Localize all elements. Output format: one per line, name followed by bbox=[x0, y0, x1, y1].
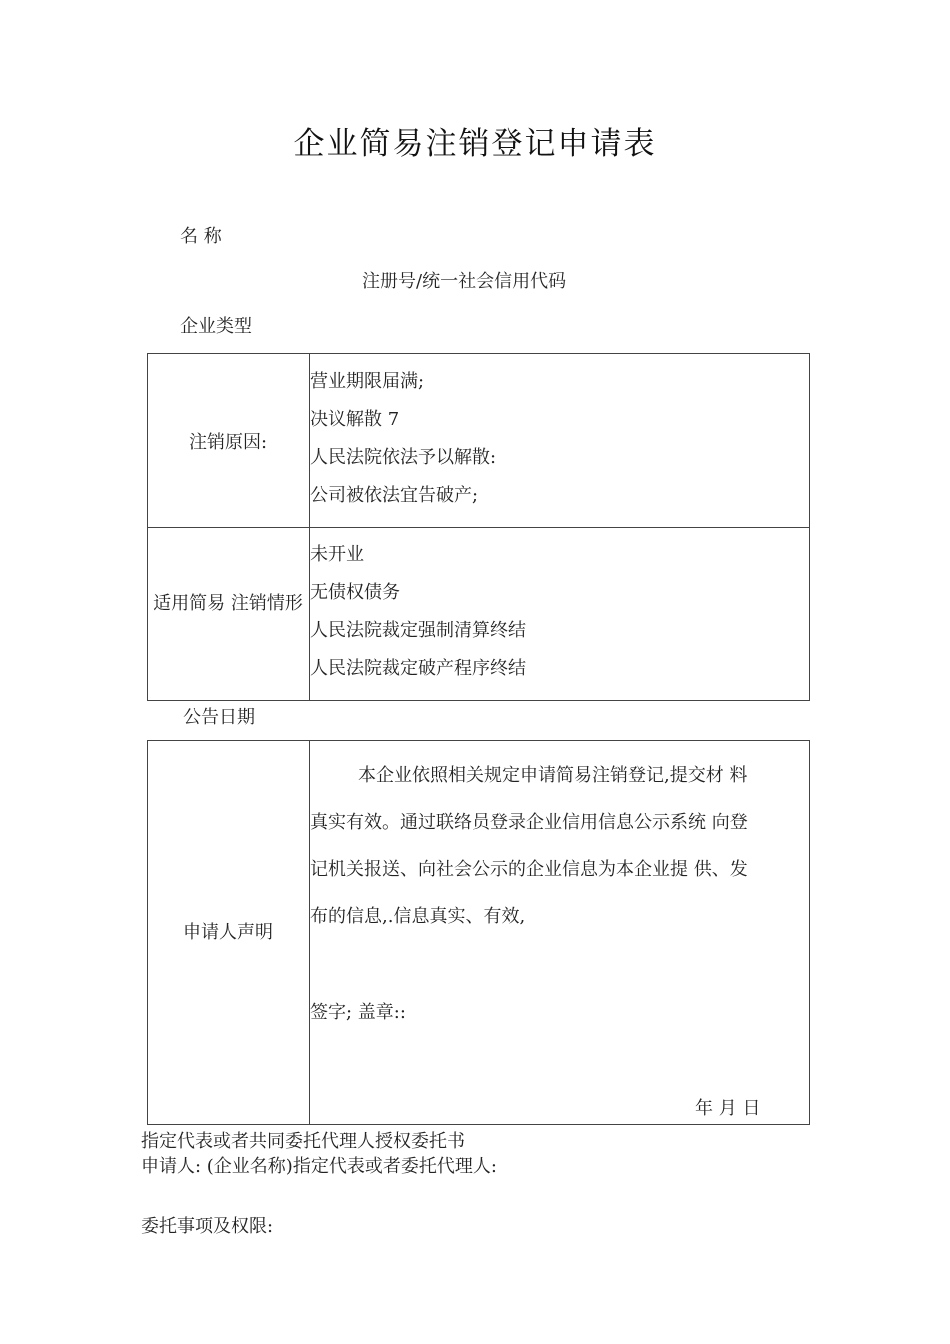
row-divider bbox=[147, 527, 810, 528]
applicant-declaration-label: 申请人声明 bbox=[183, 922, 273, 943]
situation-item: 无债权债务 bbox=[310, 582, 400, 603]
cancellation-reason-label: 注销原因: bbox=[188, 432, 268, 453]
name-label: 名 称 bbox=[180, 226, 222, 247]
signature-seal-label: 签字; 盖章:: bbox=[310, 1002, 406, 1023]
applicant-line: 申请人: (企业名称)指定代表或者委托代理人: bbox=[141, 1156, 497, 1177]
situation-item: 人民法院裁定破产程序终结 bbox=[310, 658, 526, 679]
reason-item: 决议解散 7 bbox=[310, 409, 400, 430]
document-title: 企业简易注销登记申请表 bbox=[293, 126, 657, 162]
declaration-text-line: 记机关报送、向社会公示的企业信息为本企业提 供、发 bbox=[310, 859, 748, 880]
simple-cancellation-situation-label: 适用简易 注销情形 bbox=[153, 593, 303, 614]
reason-item: 公司被依法宜告破产; bbox=[310, 485, 479, 506]
enterprise-type-label: 企业类型 bbox=[180, 316, 252, 337]
declaration-text-line: 本企业依照相关规定申请简易注销登记,提交材 料 bbox=[358, 765, 748, 786]
column-divider bbox=[309, 740, 310, 1125]
authorization-scope-label: 委托事项及权限: bbox=[141, 1216, 274, 1237]
authorization-title: 指定代表或者共同委托代理人授权委托书 bbox=[141, 1131, 465, 1152]
date-label: 年 月 日 bbox=[695, 1098, 761, 1119]
registration-number-label: 注册号/统一社会信用代码 bbox=[362, 271, 567, 292]
situation-item: 未开业 bbox=[310, 544, 364, 565]
declaration-text-line: 真实有效。通过联络员登录企业信用信息公示系统 向登 bbox=[310, 812, 748, 833]
declaration-text-line: 布的信息,.信息真实、有效, bbox=[310, 906, 526, 927]
reason-item: 营业期限届满; bbox=[310, 371, 425, 392]
situation-item: 人民法院裁定强制清算终结 bbox=[310, 620, 526, 641]
reason-item: 人民法院依法予以解散: bbox=[310, 447, 497, 468]
announcement-date-label: 公告日期 bbox=[183, 707, 255, 728]
